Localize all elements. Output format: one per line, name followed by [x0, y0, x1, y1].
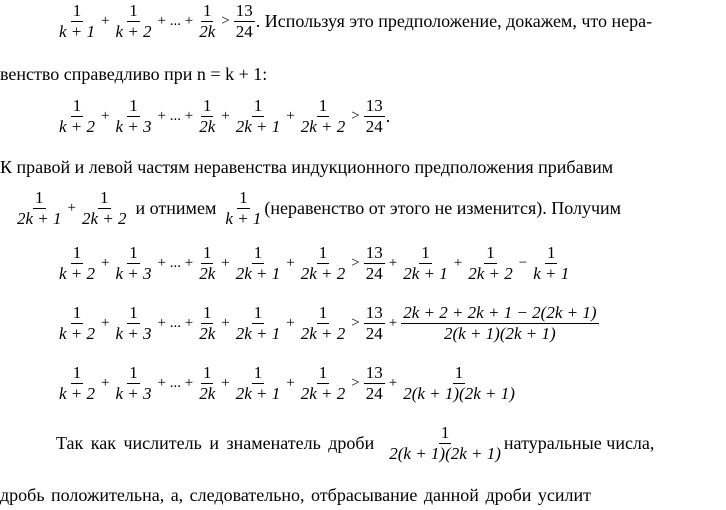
paragraph-text: дробь положительна, а, следовательно, отбрасывание данной дроби усилит: [0, 485, 591, 505]
fraction: $\frac{1}{k + 1}$: [59, 1, 96, 41]
fraction: $\frac{13}{24}$: [235, 1, 253, 41]
inequality-assumption: $\frac{1}{k + 1}$ + $\frac{1}{k + 2}$ + ... + $\frac{1}{2k}$ > $\frac{13}{24}$ . Используя это предположение, докажем, что нера-: [59, 1, 653, 41]
add-subtract-line: $\frac{1}{2k + 1}$ + $\frac{1}{2k + 2}$ и отнимем $\frac{1}{k + 1}$ (неравенство от этого не изменится). Получим: [17, 188, 622, 228]
equation-2: $\frac{1}{k + 2}$ + $\frac{1}{k + 3}$ + ... + $\frac{1}{2k}$ + $\frac{1}{2k + 1}$ + $\frac{1}{2k + 2}$ > $\frac{13}{24}$ + $\frac{2k + 2 + 2k + 1 - 2(2k + 1)}{2(k + 1)(2k + 1)}$: [59, 303, 597, 343]
fraction: $\frac{1}{k + 2}$: [115, 1, 152, 41]
equation-1: $\frac{1}{k + 2}$ + $\frac{1}{k + 3}$ + ... + $\frac{1}{2k}$ + $\frac{1}{2k + 1}$ + $\frac{1}{2k + 2}$ > $\frac{13}{24}$ + $\frac{1}{2k + 1}$ + $\frac{1}{2k + 2}$ − $\frac{1}{k + 1}$: [59, 243, 570, 283]
paragraph-text: К правой и левой частям неравенства индукционного предположения прибавим: [0, 157, 614, 177]
paragraph-fraction-line: Так как числитель и знаменатель дроби $\frac{1}{2(k + 1)(2k + 1)}$ натуральные числа,: [56, 423, 655, 463]
paragraph-text: венство справедливо при n = k + 1:: [0, 64, 268, 84]
fraction: $\frac{1}{2k}$: [199, 1, 216, 41]
inequality-n-k-plus-1: $\frac{1}{k + 2}$ + $\frac{1}{k + 3}$ + ... + $\frac{1}{2k}$ + $\frac{1}{2k + 1}$ + $\frac{1}{2k + 2}$ > $\frac{13}{24}$ .: [59, 96, 391, 136]
equation-3: $\frac{1}{k + 2}$ + $\frac{1}{k + 3}$ + ... + $\frac{1}{2k}$ + $\frac{1}{2k + 1}$ + $\frac{1}{2k + 2}$ > $\frac{13}{24}$ + $\frac{1}{2(k + 1)(2k + 1)}$: [59, 363, 515, 403]
paragraph-text: . Используя это предположение, докажем, что нера-: [255, 11, 653, 31]
